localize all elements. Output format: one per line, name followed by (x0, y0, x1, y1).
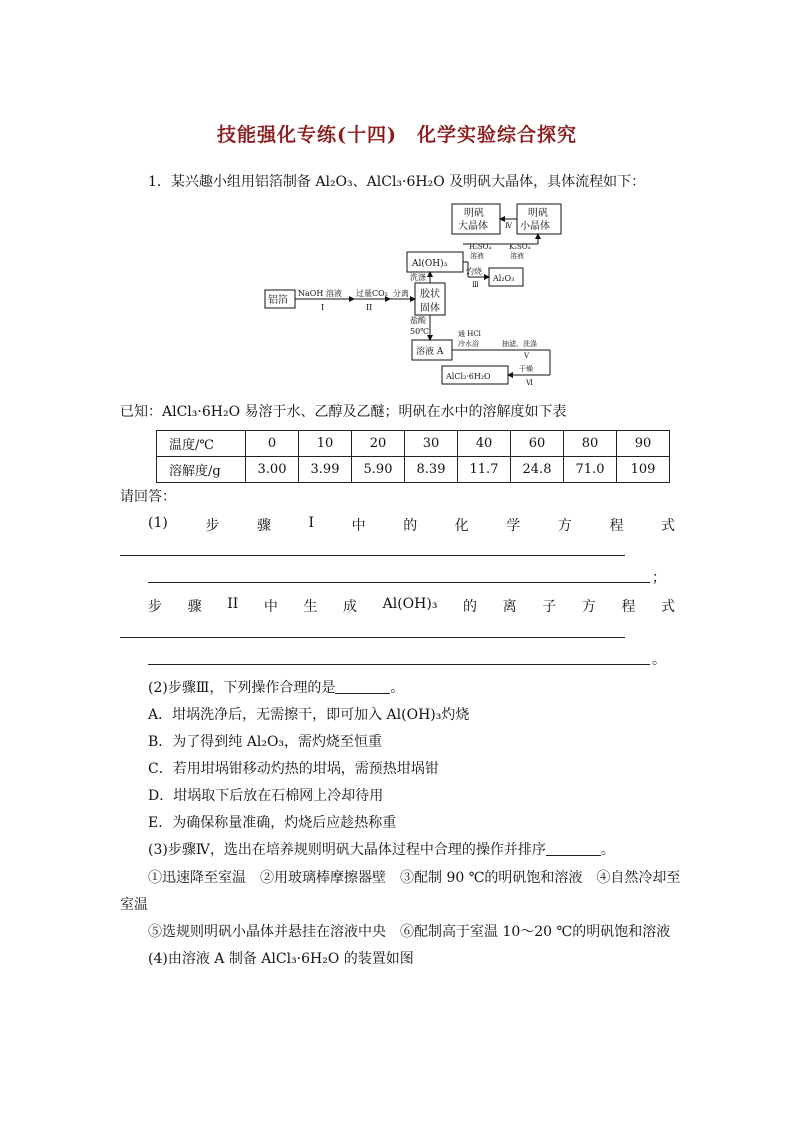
table-cell: 10 (299, 431, 352, 457)
word: 生 (303, 599, 318, 615)
part3-text: (3)步骤Ⅳ，选出在培养规则明矾大晶体过程中合理的操作并排序 (148, 842, 546, 858)
word: I (308, 515, 315, 531)
reply-prompt: 请回答： (120, 489, 176, 505)
word: 子 (542, 599, 557, 615)
flow-alum-big-1: 明矾 (464, 208, 484, 219)
flow-wash: 洗涤 (410, 273, 426, 282)
flow-k2so4-1: K₂SO₄ (509, 243, 531, 251)
word: 方 (581, 599, 596, 615)
table-cell: 0 (246, 431, 299, 457)
table-cell: 3.00 (246, 457, 299, 483)
word: 化 (454, 518, 469, 534)
flow-co2: 过量CO₂ (356, 289, 388, 298)
flow-step4: Ⅳ (505, 222, 512, 230)
flow-hcl-gas: 通 HCl (458, 330, 481, 338)
word: Al(OH)₃ (382, 596, 438, 612)
word: 的 (463, 599, 478, 615)
answer-line[interactable] (148, 582, 650, 583)
part4-question: (4)由溶液 A 制备 AlCl₃·6H₂O 的装置如图 (148, 951, 414, 967)
word: 步 (148, 599, 162, 615)
page-title: 技能强化专练(十四) 化学实验综合探究 (217, 124, 577, 146)
table-cell: 60 (511, 431, 564, 457)
flow-separate: 分离 (393, 289, 409, 298)
flow-naoh: NaOH 溶液 (298, 289, 342, 298)
word: (1) (148, 515, 168, 531)
flow-step3: Ⅲ (472, 281, 479, 289)
flow-filter: 抽滤、洗涤 (502, 340, 537, 348)
word: 式 (661, 599, 675, 615)
table-cell: 80 (564, 431, 617, 457)
table-cell: 30 (405, 431, 458, 457)
word: 方 (557, 518, 572, 534)
option-b: B．为了得到纯 Al₂O₃，需灼烧至恒重 (148, 734, 383, 750)
word: 学 (506, 518, 521, 534)
known-info: 已知：AlCl₃·6H₂O 易溶于水、乙醇及乙醚；明矾在水中的溶解度如下表 (120, 404, 567, 420)
table-cell: 109 (617, 457, 670, 483)
word: 程 (609, 518, 624, 534)
answer-line[interactable] (148, 664, 650, 665)
table-cell: 71.0 (564, 457, 617, 483)
part1b-question (148, 596, 675, 616)
operations-line-1: ①迅速降至室温 ②用玻璃棒摩擦器壁 ③配制 90 ℃的明矾饱和溶液 ④自然冷却至 (148, 870, 681, 886)
option-d: D．坩埚取下后放在石棉网上冷却待用 (148, 788, 384, 804)
word: 式 (661, 518, 675, 534)
solubility-table (156, 430, 670, 483)
table-cell: 11.7 (458, 457, 511, 483)
flow-dry: 干燥 (519, 365, 533, 373)
table-cell: 3.99 (299, 457, 352, 483)
operations-line-2: 室温 (120, 897, 148, 913)
part2-end: 。 (390, 680, 405, 696)
flow-step1: I (321, 303, 325, 312)
operations-line-3: ⑤选规则明矾小晶体并悬挂在溶液中央 ⑥配制高于室温 10～20 ℃的明矾饱和溶液 (148, 924, 671, 940)
flow-solution-a: 溶液 A (416, 347, 444, 357)
flow-step5: V (524, 352, 530, 360)
flow-product: AlCl₃·6H₂O (446, 372, 491, 381)
flow-al2o3: Al₂O₃ (493, 274, 515, 283)
word: II (227, 596, 239, 612)
answer-line[interactable] (120, 555, 625, 556)
flow-foil: 铝箔 (268, 295, 288, 306)
flow-h2so4-1: H₂SO₄ (469, 243, 492, 251)
flow-step6: Ⅵ (526, 379, 534, 387)
flow-ice-bath: 冷水浴 (458, 340, 479, 348)
question-1-intro: 1．某兴趣小组用铝箔制备 Al₂O₃、AlCl₃·6H₂O 及明矾大晶体，具体流程如下： (148, 174, 646, 190)
table-cell: 90 (617, 431, 670, 457)
word: 骤 (256, 518, 271, 534)
table-cell: 8.39 (405, 457, 458, 483)
word: 程 (621, 599, 636, 615)
flow-aloh3: Al(OH)₃ (412, 259, 448, 269)
word: 离 (502, 599, 517, 615)
word: 中 (351, 518, 366, 534)
answer-blank[interactable] (335, 679, 390, 694)
period: 。 (652, 652, 666, 668)
option-a: A．坩埚洗净后，无需擦干，即可加入 Al(OH)₃灼烧 (148, 707, 470, 723)
table-row-temperature (157, 431, 670, 457)
part1-question (148, 515, 675, 535)
table-cell: 24.8 (511, 457, 564, 483)
flow-colloid-2: 固体 (420, 303, 440, 314)
table-cell: 20 (352, 431, 405, 457)
part2-text: (2)步骤Ⅲ，下列操作合理的是 (148, 680, 336, 696)
word: 的 (403, 518, 418, 534)
option-c: C．若用坩埚钳移动灼热的坩埚，需预热坩埚钳 (148, 761, 439, 777)
flow-colloid-1: 胶状 (420, 289, 440, 300)
word: 中 (263, 599, 278, 615)
part2-question (148, 678, 404, 698)
answer-line[interactable] (120, 637, 625, 638)
table-cell: 5.90 (352, 457, 405, 483)
flow-hcl: 盐酸 (410, 316, 426, 325)
flow-alum-small-1: 明矾 (528, 208, 548, 219)
part3-question (148, 840, 615, 860)
flow-k2so4-2: 溶液 (510, 252, 524, 260)
process-flowchart (262, 200, 562, 390)
table-header-solubility: 溶解度/g (157, 457, 246, 483)
table-cell: 40 (458, 431, 511, 457)
word: 步 (205, 518, 220, 534)
option-e: E．为确保称量准确，灼烧后应趁热称重 (148, 815, 397, 831)
word: 骤 (187, 599, 202, 615)
answer-blank[interactable] (546, 841, 601, 856)
flow-temp: 50℃ (410, 327, 430, 336)
table-row-solubility (157, 457, 670, 483)
flow-burn: 灼烧 (466, 267, 482, 276)
semicolon: ； (652, 570, 666, 586)
word: 成 (343, 599, 358, 615)
flow-h2so4-2: 溶液 (470, 252, 484, 260)
flow-alum-small-2: 小晶体 (520, 221, 550, 232)
flow-step2: II (366, 303, 373, 312)
flow-alum-big-2: 大晶体 (458, 221, 488, 232)
table-header-temp: 温度/℃ (157, 431, 246, 457)
part3-end: 。 (600, 842, 615, 858)
